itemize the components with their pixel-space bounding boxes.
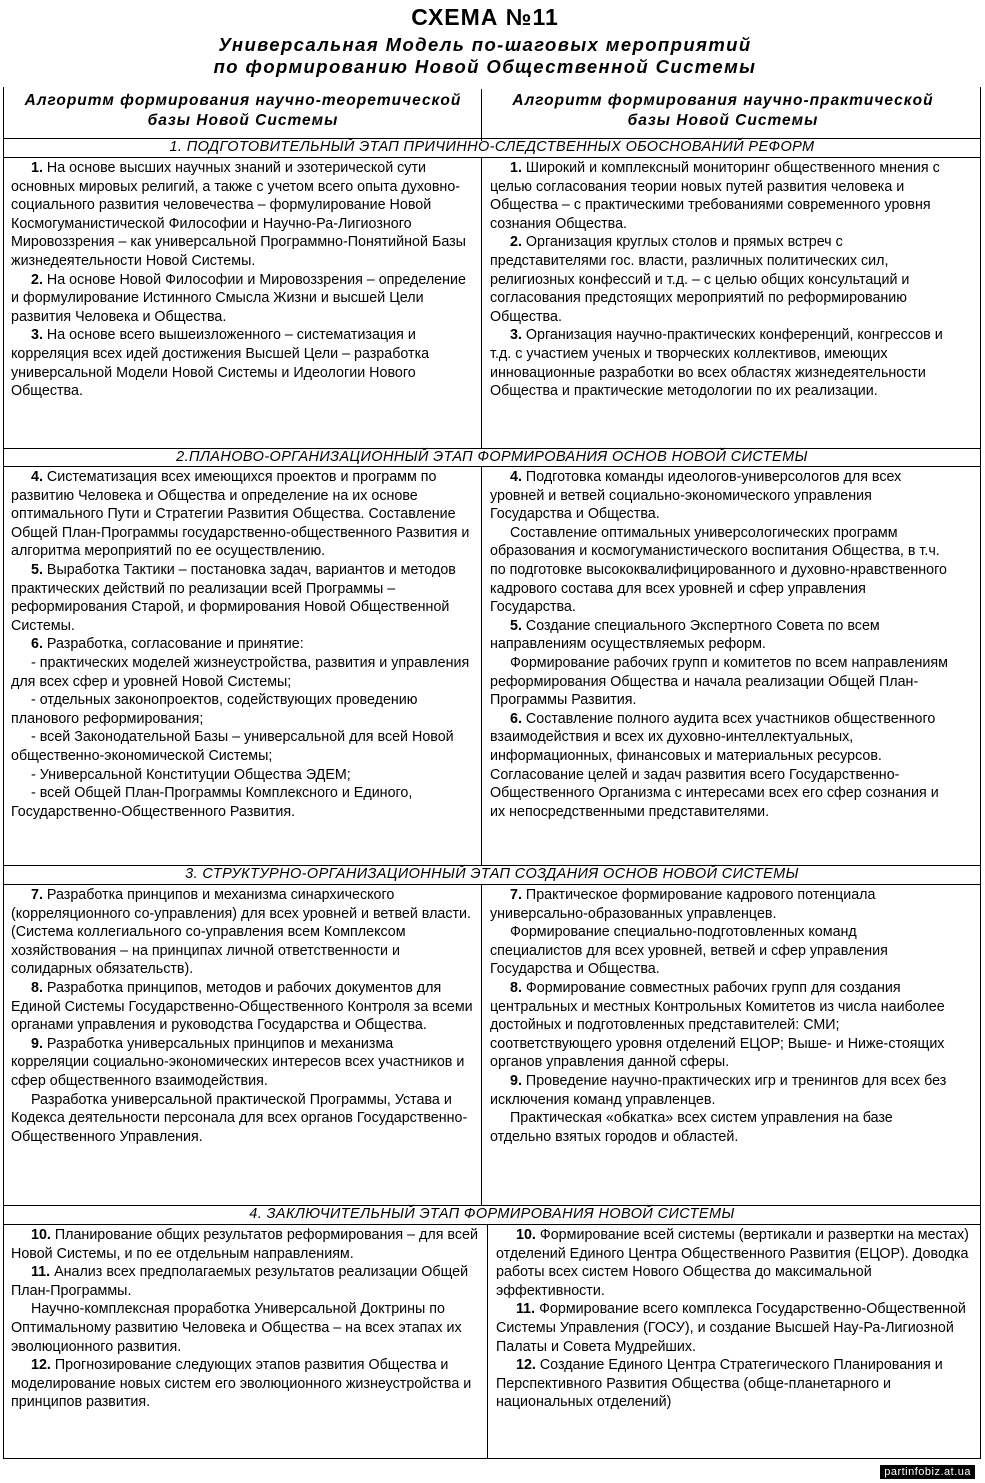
stage-4-left-item-12: 12. Прогнозирование следующих этапов развития Общества и моделирование новых систем его эволюционного жизнеустройства и принципов развития. (11, 1357, 472, 1411)
left-column-header: Алгоритм формирования научно-теоретической базы Новой Системы (24, 92, 462, 129)
stage-1-right-item-3: 3. Организация научно-практических конференций, конгрессов и т.д. с участием ученых и творческих коллективов, имеющих инновационные разработки во всех областях жизнедеятельности Общества и практические методологии по их реализации. (490, 327, 943, 400)
table-left-border (3, 87, 4, 1459)
header-column-divider (481, 89, 482, 141)
stage-4-column-divider (487, 1224, 488, 1458)
stage-3-right-item-9: 9. Проведение научно-практических игр и тренингов для всех без исключения команд управленцев. (490, 1072, 947, 1108)
stage-3-left-paragraph: Разработка универсальной практической Программы, Устава и Кодекса деятельности персонала для всех органов Государственно-Общественного Управления. (11, 1091, 468, 1145)
stage-3-right-item-8: 8. Формирование совместных рабочих групп для создания центральных и местных Контрольных Комитетов из числа наиболее достойных и подготовленных представителей: СМИ; соответствующего уровня отделений ЕЦОР; Выше- и Ниже-стоящих органов управления данной сферы. (490, 979, 945, 1071)
stage-4-left-item-10: 10. Планирование общих результатов реформирования – для всей Новой Системы, и по ее отдельным направлениям. (11, 1227, 478, 1262)
stage-2-column-divider (481, 466, 482, 866)
stage-2-right-paragraph: Составление оптимальных универсологических программ образования и космогуманистического воспитания Общества, в т.ч. по подготовке высококвалифицированного и духовно-нравственного кадрового состава для всех уровней и сфер управления Государства. (490, 524, 947, 616)
stage-3-right-paragraph: Формирование специально-подготовленных команд специалистов для всех уровней, ветвей и сфер управления Государства и Общества. (490, 924, 888, 978)
stage-4-right-item-10: 10. Формирование всей системы (вертикали и развертки на местах) отделений Единого Центра Общественного Развития (ЕЦОР). Доводка работы всех систем Нового Общества до максимальной эффективности. (496, 1227, 969, 1299)
stage-3-left-item-8: 8. Разработка принципов, методов и рабочих документов для Единой Системы Государственно-Общественного Контроля за всеми органами управления и руководства Государства и Общества. (11, 979, 473, 1034)
stage-4-right-item-12: 12. Создание Единого Центра Стратегического Планирования и Перспективного Развития Общества (обще-планетарного и национальных отделений) (496, 1357, 943, 1411)
scheme-table (3, 87, 981, 1459)
stage-2-right-item-6: 6. Составление полного аудита всех участников общественного взаимодействия и всех их духовно-интеллектуальных, информационных, финансовых и материальных ресурсов. Согласование целей и задач развития всего Государственно-Общественного Организма с интересами всех его сфер сознания и их непосредственными представителями. (490, 710, 939, 820)
right-column-header: Алгоритм формирования научно-практической базы Новой Системы (512, 92, 934, 129)
stage-2-left-subitem: - практических моделей жизнеустройства, развития и управления для всех сфер и уровней Новой Системы; (11, 654, 470, 690)
stage-3-title: 3. СТРУКТУРНО-ОРГАНИЗАЦИОННЫЙ ЭТАП СОЗДАНИЯ ОСНОВ НОВОЙ СИСТЕМЫ (185, 866, 799, 882)
stage-1-right-item-2: 2. Организация круглых столов и прямых встреч с представителями гос. власти, различных политических сил, религиозных конфессий и т.д. – с целью общих консультаций и согласования предстоящих мероприятий по реформированию Общества. (490, 234, 910, 325)
stage-1-left-column (11, 159, 473, 401)
stage-2-left-subitem: - всей Законодательной Базы – универсальной для всей Новой общественно-экономической Системы; (11, 729, 454, 764)
stage-1-right-item-1: 1. Широкий и комплексный мониторинг общественного мнения с целью согласования теории новых путей развития человека и Общества – с практическими требованиями современного уровня сознания Общества. (490, 160, 940, 232)
stage-3-right-paragraph: Практическая «обкатка» всех систем управления на базе отдельно взятых городов и областей. (490, 1110, 893, 1145)
document-title: СХЕМА №11 (411, 4, 559, 30)
site-watermark: partinfobiz.at.ua (880, 1465, 975, 1479)
table-right-border (980, 87, 981, 1459)
table-bottom-rule (3, 1458, 981, 1459)
stage-1-column-divider (481, 157, 482, 449)
stage-1-title: 1. ПОДГОТОВИТЕЛЬНЫЙ ЭТАП ПРИЧИННО-СЛЕДСТВЕННЫХ ОБОСНОВАНИЙ РЕФОРМ (169, 139, 815, 155)
stage-2-title: 2.ПЛАНОВО-ОРГАНИЗАЦИОННЫЙ ЭТАП ФОРМИРОВАНИЯ ОСНОВ НОВОЙ СИСТЕМЫ (176, 449, 808, 465)
stage-2-left-item-5: 5. Выработка Тактики – постановка задач, вариантов и методов практических действий по реализации всей Программы – реформирования Старой, и формирования Новой Общественной Системы. (11, 561, 456, 634)
stage-3-title-rule (3, 884, 981, 885)
stage-2-left-subitem: - всей Общей План-Программы Комплексного и Единого, Государственно-Общественного Развития. (11, 785, 413, 820)
stage-4-right-item-11: 11. Формирование всего комплекса Государственно-Общественной Системы Управления (ГОСУ), и создание Высшей Нау-Ра-Лигиозной Палаты и Совета Мудрейших. (496, 1301, 966, 1355)
stage-3-column-divider (481, 884, 482, 1206)
stage-4-title: 4. ЗАКЛЮЧИТЕЛЬНЫЙ ЭТАП ФОРМИРОВАНИЯ НОВОЙ СИСТЕМЫ (249, 1206, 735, 1222)
stage-2-right-item-5: 5. Создание специального Экспертного Совета по всем направлениям осуществляемых реформ. (490, 617, 880, 653)
stage-3-left-item-7: 7. Разработка принципов и механизма синархического (корреляционного со-управления) для всех уровней и ветвей власти. (Система коллегиального со-управления всем Комплексом хозяйствования – на принципах личной ответственности и солидарных обязательств). (11, 887, 472, 978)
document-subtitle-line-2: по формированию Новой Общественной Системы (213, 56, 757, 77)
stage-1-left-item-3: 3. На основе всего вышеизложенного – систематизация и корреляция всех идей достижения Высшей Цели – разработка универсальной Модели Новой Системы и Идеологии Нового Общества. (11, 327, 430, 400)
stage-2-left-column (11, 468, 473, 821)
stage-2-left-subitem: - Универсальной Конституции Общества ЭДЕМ; (31, 766, 351, 783)
stage-1-title-rule (3, 157, 981, 158)
stage-3-right-column (490, 886, 952, 1146)
stage-1-left-item-2: 2. На основе Новой Философии и Мировоззрения – определение и формулирование Истинного Смысла Жизни и высшей Цели развития Человека и Общества. (11, 271, 466, 325)
stage-4-left-item-11: 11. Анализ всех предполагаемых результатов реализации Общей План-Программы. (11, 1264, 469, 1299)
stage-2-left-item-6: 6. Разработка, согласование и принятие: (31, 636, 304, 653)
stage-4-right-column (496, 1226, 970, 1412)
stage-1-right-column (490, 159, 952, 401)
stage-2-right-item-4: 4. Подготовка команды идеологов-универсологов для всех уровней и ветвей социально-экономического управления Государства и Общества. (490, 469, 902, 523)
stage-4-title-rule (3, 1224, 981, 1225)
stage-4-left-paragraph: Научно-комплексная проработка Универсальной Доктрины по Оптимальному развитию Человека и Общества – на всех этапах их эволюционного развития. (11, 1301, 462, 1355)
document-subtitle-line-1: Универсальная Модель по-шаговых мероприятий (218, 34, 752, 55)
stage-3-left-column (11, 886, 473, 1146)
stage-2-right-column (490, 468, 952, 821)
stage-2-title-rule (3, 466, 981, 467)
stage-1-left-item-1: 1. На основе высших научных знаний и эзотерической сути основных мировых религий, а также с учетом всего опыта духовно-социального развития человечества – формулирование Новой Космогуманистической Философии и Научно-Ра-Лигиозного Мировоззрения – как универсальной Программно-Понятийной Базы жизнедеятельности Новой Системы. (11, 160, 466, 269)
stage-3-right-item-7: 7. Практическое формирование кадрового потенциала универсально-образованных управленцев. (490, 887, 876, 922)
stage-2-left-item-4: 4. Систематизация всех имеющихся проектов и программ по развитию Человека и Общества и определение на их основе оптимального Пути и Стратегии Развития Общества. Составление Общей План-Программы государственно-общественного Развития и алгоритма мероприятий по ее осуществлению. (11, 469, 470, 560)
stage-3-left-item-9: 9. Разработка универсальных принципов и механизма корреляции социально-экономических интересов всех участников и сфер общественного взаимодействия. (11, 1035, 465, 1089)
stage-2-right-paragraph: Формирование рабочих групп и комитетов по всем направлениям реформирования Общества и начала реализации Общей План-Программы Развития. (490, 654, 948, 709)
stage-2-left-subitem: - отдельных законопроектов, содействующих проведению планового реформирования; (11, 692, 418, 727)
stage-4-left-column (11, 1226, 479, 1412)
